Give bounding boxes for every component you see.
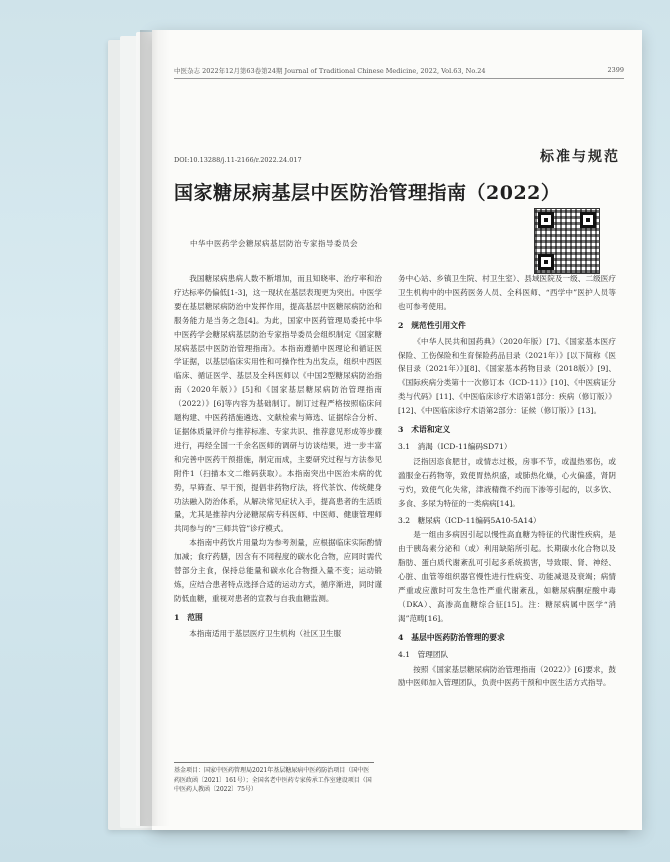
intro-paragraph: 我国糖尿病患病人数不断增加，而且知晓率、治疗率和治疗达标率仍偏低[1-3]，这一现状在基层表现更为突出。中医学要在基层糖尿病防治中发挥作用，提高基层中医糖尿病防治和服务能力是当务之急[4]。为此，国家中医药管理局委托中华中医药学会糖尿病基层防治专家指导委员会组织制定《国家糖尿病基层中医防治管理指南》。本指南遵循中医理论和循证医学证据，以基层临床实用性和可操作性为出发点，组织中西医临床、循证医学、基层及全科医师以《中国2型糖尿病防治指南（2020年版）》[5]和《国家基层糖尿病防治管理指南（2022）》[6]等内容为基础制订。制订过程严格按照临床问题构建、中医药措施遴选、文献检索与筛选、证据综合分析、证据体质量评价与推荐标准、专家共识、推荐意见形成等步骤进行，再经全国一千余名医师的调研与访谈结果，进一步丰富和完善中医药干预措施，制定而成，主要研究过程与方法参见附件1（扫描本文二维码获取）。本指南突出中医治未病的优势，早筛查、早干预，提倡非药物疗法，将代茶饮、传统健身功法融入防治体系，从解决常见症状入手，提高患者的生活质量，尤其是推荐内分泌糖尿病专科医师、中医师、健康管理师共同参与的“三师共管”诊疗模式。 [174, 274, 382, 534]
scope-paragraph: 本指南适用于基层医疗卫生机构（社区卫生服 [189, 628, 342, 638]
running-header [174, 66, 624, 79]
references-paragraph: 《中华人民共和国药典》（2020年版）[7]、《国家基本医疗保险、工伤保险和生育保险药品目录（2021年）》[以下简称《医保目录（2021年）》][8]、《国家基本药物目录（2018版）》[9]、《国际疾病分类第十一次修订本（ICD-11）》[10]、《中医病证分类与代码》[11]、《中医临床诊疗术语第1部分：疾病（修订版）》[12]、《中医临床诊疗术语第2部分：证候（修订版）》[13]。 [398, 336, 616, 416]
section-heading-references: 2 规范性引用文件 [398, 320, 466, 330]
scope-continuation: 务中心站、乡镇卫生院、村卫生室）、县域医院及一级、二级医疗卫生机构中的中医药医务人员、全科医师、“西学中”医护人员等也可参考使用。 [398, 274, 616, 311]
dosage-paragraph: 本指南中药饮片用量均为参考剂量，应根据临床实际酌情加减；食疗药膳，因含有不同程度的碳水化合物，应同时需代替部分主食，保持总能量和碳水化合物摄入量不变；运动锻炼，应结合患者特点选择合适的运动方式，循序渐进，同时谨防低血糖，重视对患者的宣教与自我血糖监测。 [174, 538, 382, 603]
section-heading-scope: 1 范围 [174, 612, 203, 622]
article-title: 国家糖尿病基层中医防治管理指南（2022） [174, 182, 561, 204]
xiaoke-definition: 泛指因恣食肥甘，或情志过极，房事不节，或温热邪伤，或滥服金石药物等，致使胃热炽盛，或肺热化燥，心火偏盛，肾阴亏灼，致使气化失常，津液精微不约而下渗等引起的，以多饮、多食、多尿为特征的一类病病[14]。 [398, 456, 616, 508]
author-line: 中华中医药学会糖尿病基层防治专家指导委员会 [190, 239, 358, 248]
section-tag: 标准与规范 [540, 149, 620, 165]
qr-finder-icon [538, 254, 554, 270]
section-heading-terms: 3 术语和定义 [398, 425, 451, 435]
right-column [398, 272, 616, 690]
diabetes-definition: 是一组由多病因引起以慢性高血糖为特征的代谢性疾病，是由于胰岛素分泌和（或）利用缺陷所引起。长期碳水化合物以及脂肪、蛋白质代谢紊乱可引起多系统损害，导致眼、肾、神经、心脏、血管等组织器官慢性进行性病变、功能减退及衰竭；病情严重或应激时可发生急性严重代谢紊乱，如糖尿病酮症酸中毒（DKA）、高渗高血糖综合征[15]。注：糖尿病属中医学“消渴”范畴[16]。 [398, 530, 616, 623]
left-column [174, 272, 382, 641]
qr-finder-icon [580, 212, 596, 228]
page-number: 2399 [607, 66, 624, 74]
funding-footnote: 基金项目：国家中医药管理局2021年基层糖尿病中医药防治项目（国中医药医政函〔2021〕161号）；全国名老中医药专家传承工作室建设项目（国中医药人教函〔2022〕75号） [174, 762, 374, 795]
journal-citation: 中医杂志 2022年12月第63卷第24期 Journal of Traditional Chinese Medicine, 2022, Vol.63, No.24 [174, 67, 486, 75]
qr-finder-icon [538, 212, 554, 228]
book-spine-shadow [140, 30, 170, 826]
subheading-diabetes: 3.2 糖尿病（ICD-11编码5A10-5A14） [398, 515, 541, 525]
subheading-xiaoke: 3.1 消渴（ICD-11编码SD71） [398, 441, 512, 451]
journal-page [152, 30, 642, 830]
qr-code-icon [534, 208, 600, 274]
doi: DOI:10.13288/j.11-2166/r.2022.24.017 [174, 156, 302, 164]
subheading-team: 4.1 管理团队 [398, 649, 449, 659]
section-heading-management: 4 基层中医药防治管理的要求 [398, 632, 505, 642]
team-paragraph: 按照《国家基层糖尿病防治管理指南（2022）》[6]要求，鼓励中医师加入管理团队，负责中医药干预和中医生活方式指导。 [398, 664, 616, 688]
